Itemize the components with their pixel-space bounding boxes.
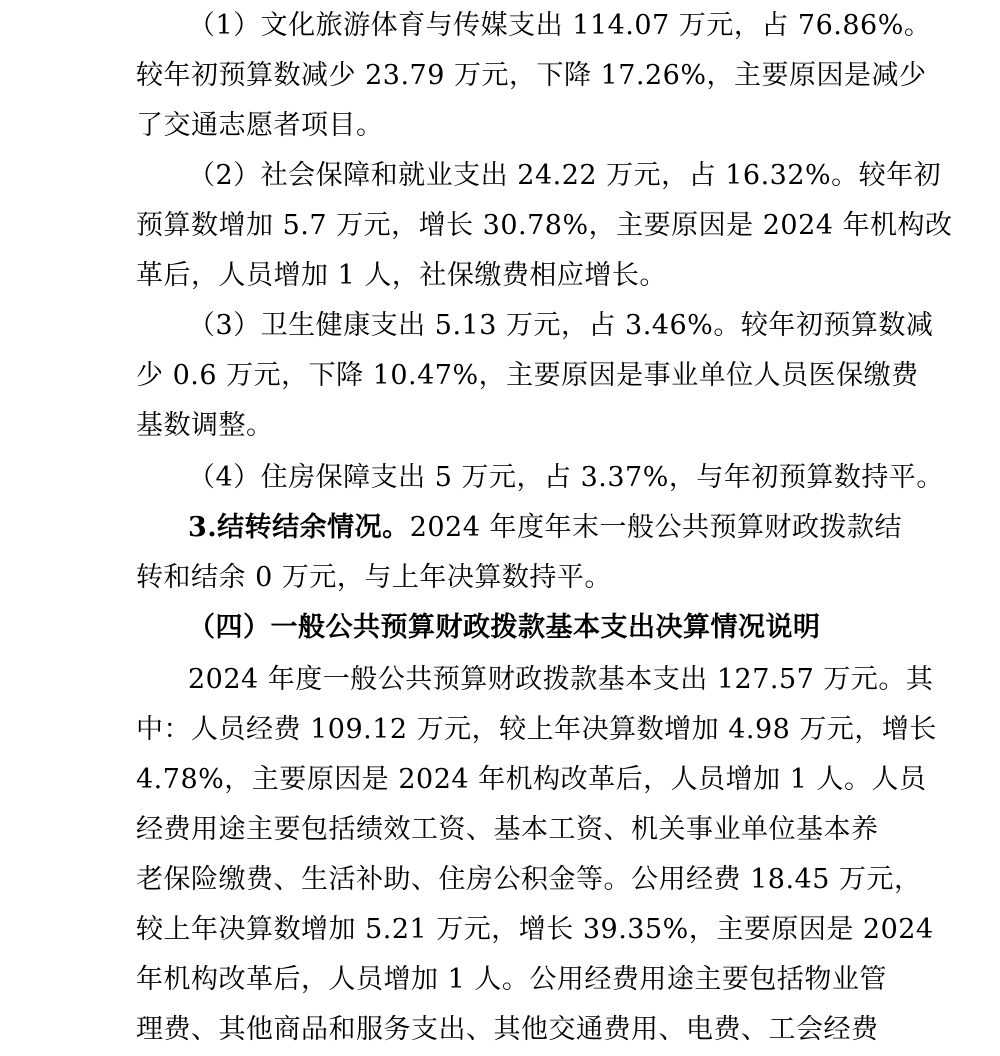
paragraph-health-line-3: 基数调整。 (136, 410, 274, 441)
paragraph-social-security-line-3: 革后，人员增加 1 人，社保缴费相应增长。 (136, 260, 667, 291)
paragraph-health-line-2: 少 0.6 万元，下降 10.47%，主要原因是事业单位人员医保缴费 (136, 360, 919, 391)
paragraph-basic-expense-line-8: 理费、其他商品和服务支出、其他交通费用、电费、工会经费 (136, 1014, 879, 1045)
paragraph-culture-line-3: 了交通志愿者项目。 (136, 110, 384, 141)
section-3-heading: 3.结转结余情况。 (188, 512, 410, 543)
paragraph-basic-expense-line-7: 年机构改革后，人员增加 1 人。公用经费用途主要包括物业管 (136, 964, 887, 995)
paragraph-culture-line-2: 较年初预算数减少 23.79 万元，下降 17.26%，主要原因是减少 (136, 60, 927, 91)
paragraph-basic-expense-line-2: 中：人员经费 109.12 万元，较上年决算数增加 4.98 万元，增长 (136, 714, 937, 745)
paragraph-carryover-line-2: 转和结余 0 万元，与上年决算数持平。 (136, 562, 612, 593)
carryover-text: 2024 年度年末一般公共预算财政拨款结 (409, 512, 902, 543)
paragraph-basic-expense-line-4: 经费用途主要包括绩效工资、基本工资、机关事业单位基本养 (136, 814, 879, 845)
paragraph-housing-line-1: （4）住房保障支出 5 万元，占 3.37%，与年初预算数持平。 (188, 462, 944, 493)
paragraph-basic-expense-line-6: 较上年决算数增加 5.21 万元，增长 39.35%，主要原因是 2024 (136, 914, 934, 945)
paragraph-carryover-line-1 (0, 508, 1000, 548)
paragraph-basic-expense-line-1: 2024 年度一般公共预算财政拨款基本支出 127.57 万元。其 (188, 664, 934, 695)
paragraph-health-line-1: （3）卫生健康支出 5.13 万元，占 3.46%。较年初预算数减 (188, 310, 934, 341)
paragraph-culture-line-1: （1）文化旅游体育与传媒支出 114.07 万元，占 76.86%。 (188, 10, 932, 41)
paragraph-basic-expense-line-3: 4.78%，主要原因是 2024 年机构改革后，人员增加 1 人。人员 (136, 764, 927, 795)
section-4-heading: （四）一般公共预算财政拨款基本支出决算情况说明 (188, 612, 821, 643)
paragraph-social-security-line-2: 预算数增加 5.7 万元，增长 30.78%，主要原因是 2024 年机构改 (136, 210, 953, 241)
paragraph-basic-expense-line-5: 老保险缴费、生活补助、住房公积金等。公用经费 18.45 万元， (136, 864, 922, 895)
paragraph-social-security-line-1: （2）社会保障和就业支出 24.22 万元，占 16.32%。较年初 (188, 160, 942, 191)
